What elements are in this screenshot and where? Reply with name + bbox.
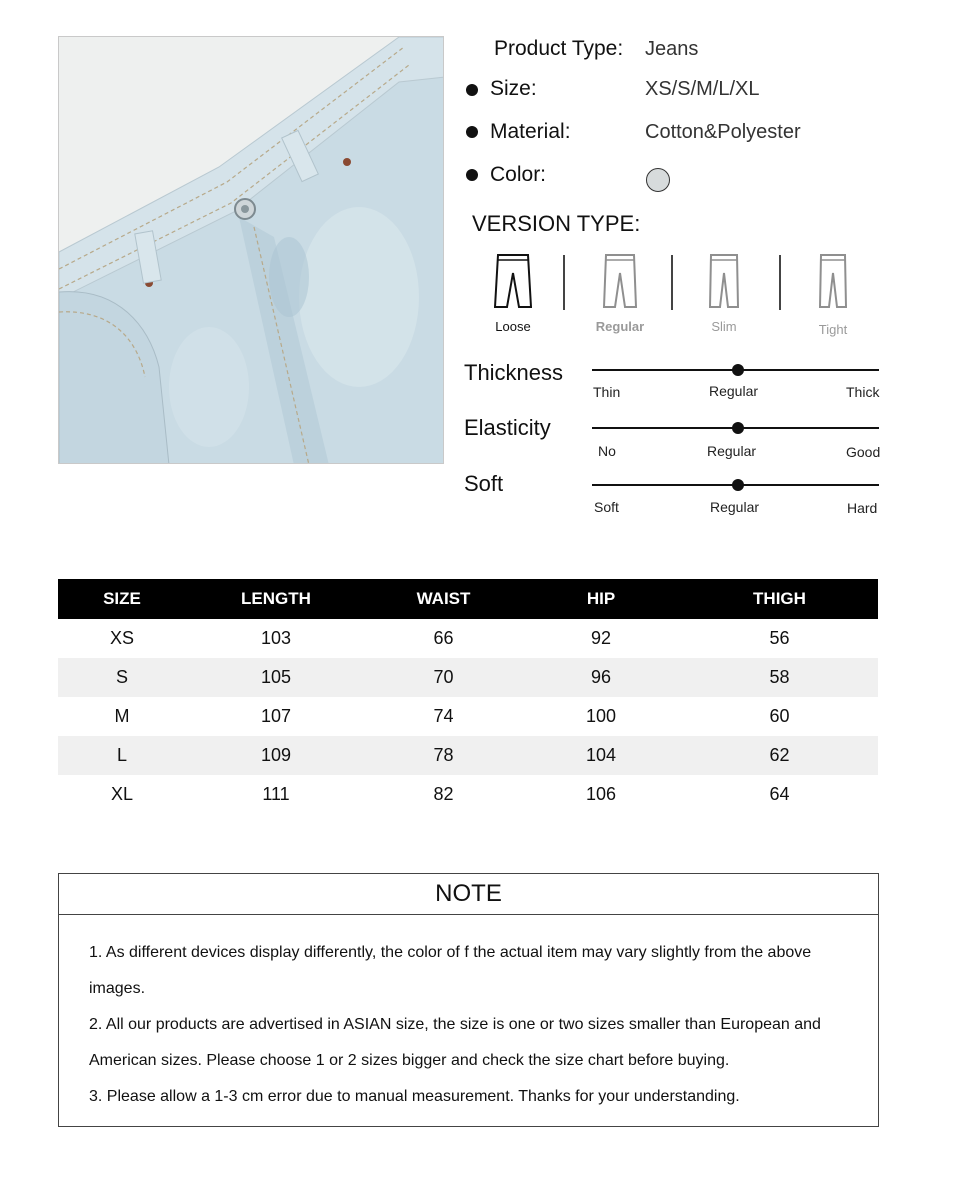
table-row [58,658,878,697]
color-swatch [646,168,670,192]
product-type-label: Product Type: [494,37,624,60]
thickness-mid-label: Regular [709,383,759,399]
elasticity-indicator [732,422,744,434]
loose-pants-icon [494,253,532,309]
table-cell: 56 [769,628,790,648]
thickness-max-label: Thick [846,384,880,400]
product-type-value: Jeans [645,38,699,60]
note-line: American sizes. Please choose 1 or 2 sizes bigger and check the size chart before buying. [89,1052,730,1069]
table-row [58,619,878,658]
bullet-icon [466,84,478,96]
soft-indicator [732,479,744,491]
soft-title: Soft [464,471,504,496]
column-header-length: LENGTH [186,579,366,619]
size-label: Size: [490,77,537,100]
version-divider [563,255,565,310]
tight-pants-icon [814,253,852,309]
version-label: Tight [818,322,848,337]
note-title: NOTE [59,874,878,915]
soft-max-label: Hard [847,500,878,516]
material-value: Cotton&Polyester [645,121,801,143]
column-header-size: SIZE [58,579,186,619]
table-row [58,775,878,814]
note-body [59,915,878,1115]
note-line: images. [89,980,146,997]
version-label: Regular [595,319,645,334]
version-loose [478,253,548,334]
version-regular [585,253,655,334]
version-type-title: VERSION TYPE: [472,211,641,236]
note-line: 2. All our products are advertised in ASIAN size, the size is one or two sizes smaller than European and [89,1016,821,1033]
version-label: Loose [495,319,531,334]
table-cell: 62 [681,736,878,775]
slim-pants-icon [705,253,743,309]
soft-mid-label: Regular [710,499,760,515]
thickness-indicator [732,364,744,376]
table-cell: XS [109,628,134,648]
size-chart-header-row [58,579,878,619]
version-slim [689,253,759,334]
bullet-icon [466,169,478,181]
table-row [58,697,878,736]
table-cell: 107 [260,706,292,726]
table-cell: 111 [262,784,290,804]
thickness-title: Thickness [464,360,564,385]
table-cell: 104 [521,736,681,775]
color-label: Color: [490,163,547,186]
thickness-min-label: Thin [593,384,621,400]
column-header-hip: HIP [521,579,681,619]
elasticity-max-label: Good [846,444,881,460]
table-cell: 100 [585,706,617,726]
size-chart-table [58,579,878,814]
version-divider [671,255,673,310]
table-cell: 74 [433,706,454,726]
jeans-photo-illustration [59,37,444,464]
elasticity-mid-label: Regular [707,443,757,459]
regular-pants-icon [601,253,639,309]
table-cell: 60 [769,706,790,726]
table-row [58,736,878,775]
note-line: 3. Please allow a 1-3 cm error due to manual measurement. Thanks for your understanding. [89,1088,740,1105]
table-cell: L [58,736,186,775]
elasticity-title: Elasticity [464,415,551,440]
column-header-waist: WAIST [366,579,521,619]
table-cell: 78 [366,736,521,775]
version-tight [798,253,868,337]
note-box [58,873,879,1127]
column-header-thigh: THIGH [681,579,878,619]
product-photo [58,36,444,464]
table-cell: 103 [260,628,292,648]
table-cell: 106 [585,784,617,804]
material-label: Material: [490,120,571,143]
table-cell: 105 [186,658,366,697]
table-cell: 66 [433,628,454,648]
table-cell: 58 [681,658,878,697]
table-cell: 82 [433,784,454,804]
elasticity-min-label: No [598,443,616,459]
note-line: 1. As different devices display differently, the color of f the actual item may vary slightly from the above [89,944,812,961]
version-divider [779,255,781,310]
bullet-icon [466,126,478,138]
table-cell: XL [110,784,134,804]
table-cell: S [58,658,186,697]
table-cell: 109 [186,736,366,775]
version-label: Slim [711,319,737,334]
table-cell: 70 [366,658,521,697]
table-cell: M [114,706,130,726]
table-cell: 96 [521,658,681,697]
soft-min-label: Soft [594,499,619,515]
size-value: XS/S/M/L/XL [645,78,760,100]
table-cell: 92 [590,628,612,648]
table-cell: 64 [769,784,790,804]
